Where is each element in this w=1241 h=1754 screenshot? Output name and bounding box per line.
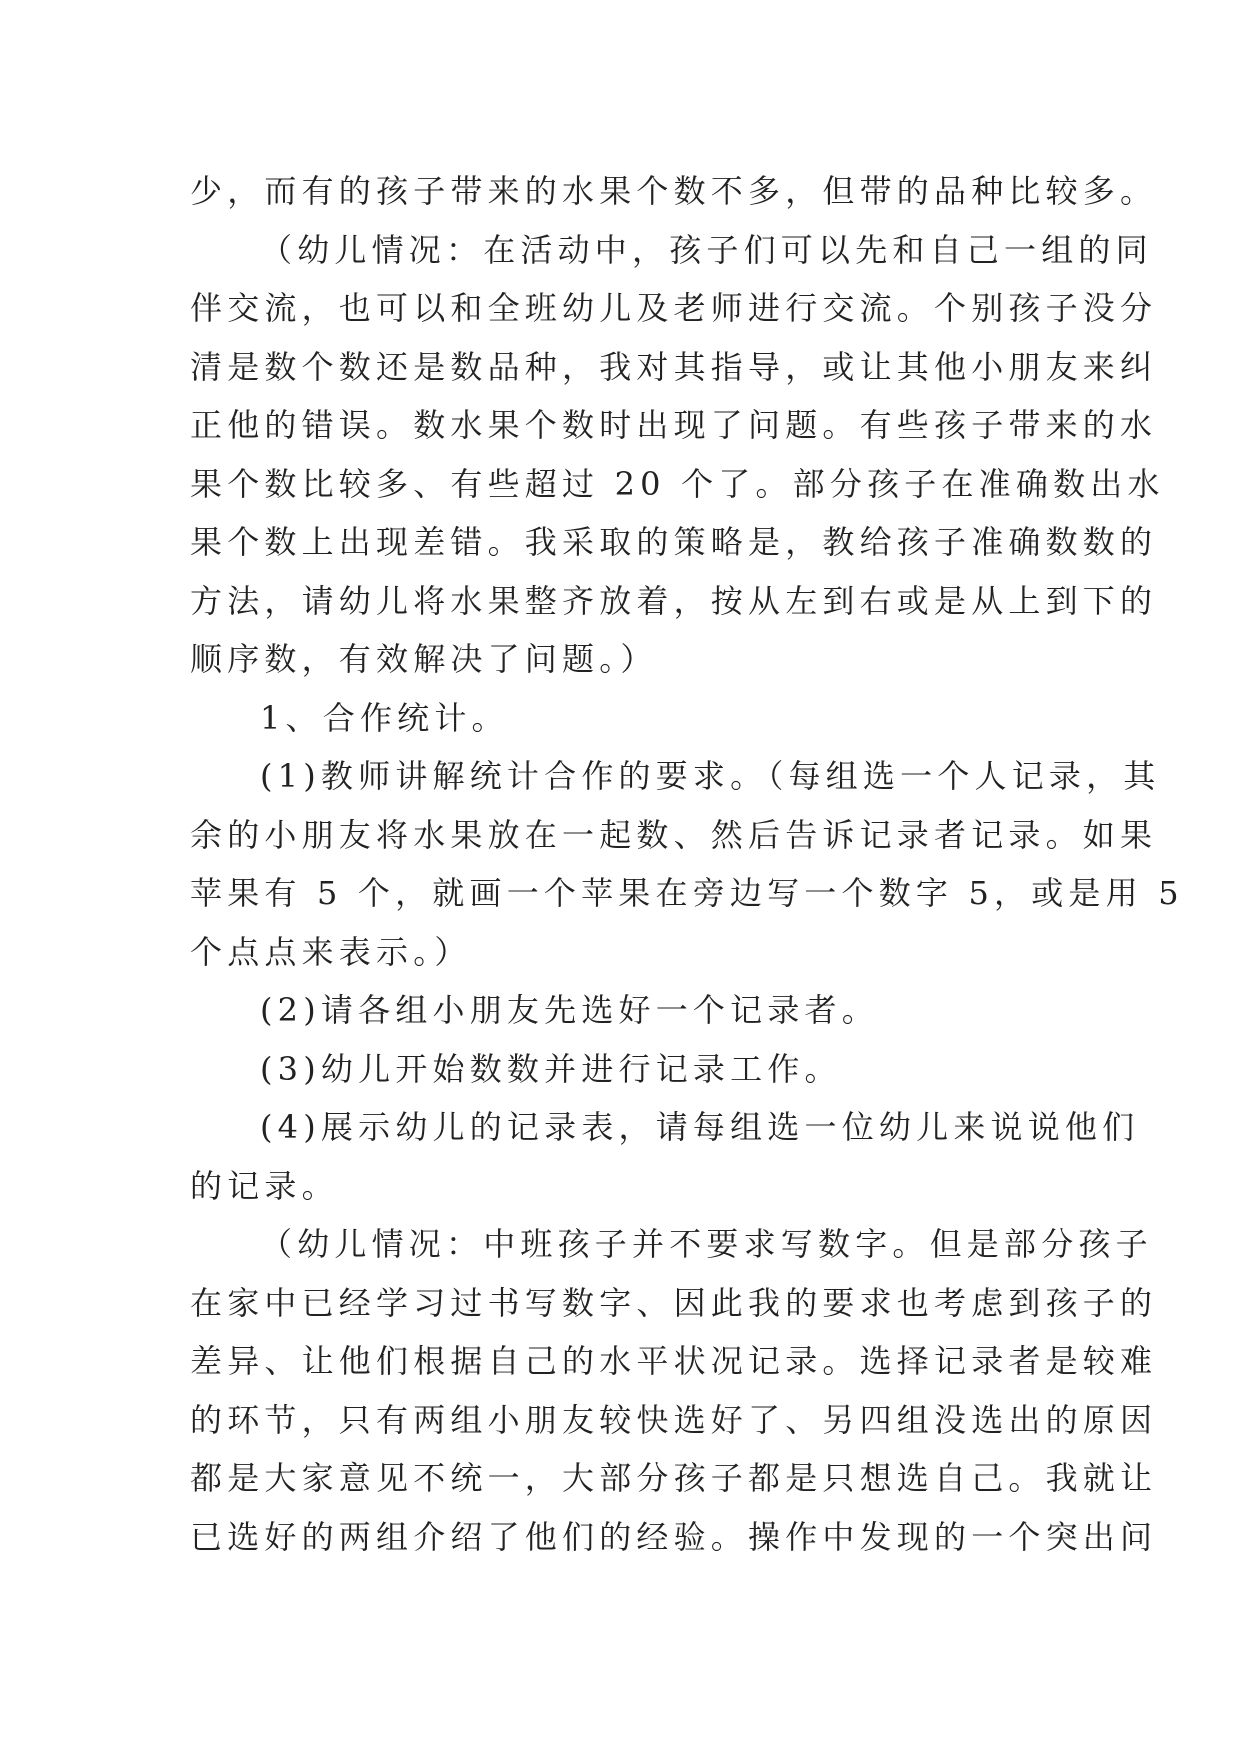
text-line: 都是大家意见不统一，大部分孩子都是只想选自己。我就让 xyxy=(190,1459,1158,1497)
text-line: 正他的错误。数水果个数时出现了问题。有些孩子带来的水 xyxy=(190,406,1158,444)
text-line: 清是数个数还是数品种，我对其指导，或让其他小朋友来纠 xyxy=(190,347,1158,386)
text-line: 方法，请幼儿将水果整齐放着，按从左到右或是从上到下的 xyxy=(190,581,1158,620)
text-line: 苹果有 5 个，就画一个苹果在旁边写一个数字 5，或是用 5 xyxy=(190,874,1184,912)
body-text xyxy=(190,162,1184,1566)
text-line: 顺序数，有效解决了问题。） xyxy=(190,640,658,678)
text-line: (1)教师讲解统计合作的要求。（每组选一个人记录，其 xyxy=(260,757,1161,795)
text-line: 果个数上出现差错。我采取的策略是，教给孩子准确数数的 xyxy=(190,523,1158,561)
text-line: (3)幼儿开始数数并进行记录工作。 xyxy=(260,1049,842,1088)
text-line: (2)请各组小朋友先选好一个记录者。 xyxy=(260,991,879,1029)
text-line: 1、合作统计。 xyxy=(260,698,509,737)
text-line: 的环节，只有两组小朋友较快选好了、另四组没选出的原因 xyxy=(190,1400,1158,1439)
text-line: （幼儿情况：在活动中，孩子们可以先和自己一组的同 xyxy=(260,230,1153,269)
text-line: (4)展示幼儿的记录表，请每组选一位幼儿来说说他们 xyxy=(260,1108,1140,1146)
text-line: 少，而有的孩子带来的水果个数不多，但带的品种比较多。 xyxy=(190,172,1158,210)
text-line: 果个数比较多、有些超过 20 个了。部分孩子在准确数出水 xyxy=(190,464,1165,503)
text-line: 已选好的两组介绍了他们的经验。操作中发现的一个突出问 xyxy=(190,1517,1158,1556)
text-line: 在家中已经学习过书写数字、因此我的要求也考虑到孩子的 xyxy=(190,1283,1158,1322)
text-line: 余的小朋友将水果放在一起数、然后告诉记录者记录。如果 xyxy=(190,815,1158,854)
text-line: （幼儿情况：中班孩子并不要求写数字。但是部分孩子 xyxy=(260,1225,1153,1263)
text-line: 的记录。 xyxy=(190,1166,339,1205)
text-line: 差异、让他们根据自己的水平状况记录。选择记录者是较难 xyxy=(190,1342,1158,1380)
text-line: 个点点来表示。） xyxy=(190,932,472,971)
text-line: 伴交流，也可以和全班幼儿及老师进行交流。个别孩子没分 xyxy=(190,289,1158,327)
